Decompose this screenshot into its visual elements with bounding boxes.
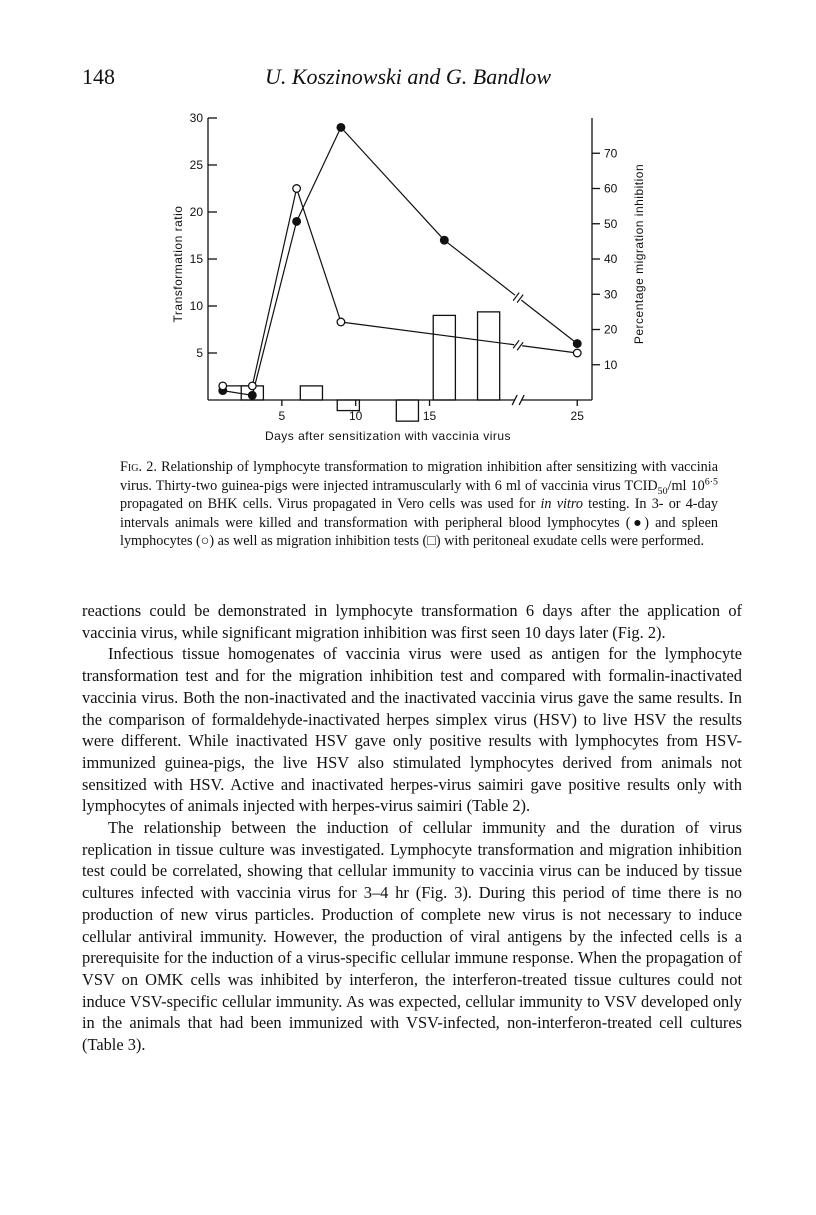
y-left-tick-label: 5	[196, 346, 203, 360]
series-segment	[341, 322, 514, 345]
x-tick-label: 25	[570, 409, 584, 423]
series-segment	[522, 346, 577, 353]
series-segment	[297, 189, 341, 322]
series-segment	[444, 240, 515, 295]
open-circle-marker	[573, 349, 581, 357]
caption-italic: in vitro	[540, 496, 583, 513]
y-axis-right-label: Percentage migration inhibition	[632, 163, 646, 345]
x-axis-label: Days after sensitization with vaccinia virus	[264, 429, 512, 443]
x-tick-label: 10	[349, 409, 363, 423]
caption-text-4: testing. In 3- or 4-day intervals animals were killed and transformation with peripheral blood lymphocytes (●) and spleen lymphocytes (○) as well as migration inhibition tests (□) with peritoneal exudate cells were performed.	[120, 496, 718, 550]
body-text	[82, 600, 742, 1056]
caption-text-2: /ml 10	[667, 477, 705, 494]
paragraph: Infectious tissue homogenates of vaccinia virus were used as antigen for the lymphocyte transformation test and for the migration inhibition test and compared with formalin-inactivated vaccinia virus. Both the non-inactivated and the inactivated vaccinia virus gave the same results. In the comparison of formaldehyde-inactivated herpes simplex virus (HSV) to live HSV the results were different. While inactivated HSV gave only positive results with lymphocytes from HSV-immunized guinea-pigs, the live HSV also stimulated lymphocytes derived from animals not sensitized with HSV. Active and inactivated herpes-virus saimiri gave positive results only with lymphocytes of animals injected with herpes-virus saimiri (Table 2).	[82, 644, 742, 816]
x-tick-label: 15	[422, 409, 437, 423]
filled-circle-marker	[249, 392, 257, 400]
y-right-tick-label: 40	[604, 252, 618, 266]
y-right-tick-label: 10	[604, 357, 618, 372]
y-left-tick-label: 15	[189, 252, 203, 266]
y-right-tick-label: 70	[604, 146, 618, 161]
series-segment	[341, 127, 444, 240]
series-segment	[252, 221, 296, 395]
caption-sup: 6·5	[704, 475, 718, 487]
caption-text-3: propagated on BHK cells. Virus propagated in Vero cells was used for	[120, 496, 541, 513]
figure-2-chart	[160, 104, 660, 449]
open-circle-marker	[219, 382, 227, 390]
series-segment	[521, 300, 577, 343]
migration-bars	[241, 312, 499, 421]
paragraph: The relationship between the induction of cellular immunity and the duration of virus replication in tissue culture was investigated. Lymphocyte transformation and migration inhibition test could be correlated, showing that cellular immunity to vaccinia virus can be induced by tissue cultures infected with vaccinia virus for 3–4 hr (Fig. 3). During this period of time there is no production of new virus particles. Production of complete new virus is not necessary to induce cellular antiviral immunity. However, the production of viral antigens by the infected cells is a prerequisite for the induction of a virus-specific cellular immune response. When the propagation of VSV on OMK cells was inhibited by interferon, the interferon-treated tissue cultures could not induce VSV-specific cellular immunity. As was expected, cellular immunity to VSV developed only in the animals that had been immunized with VSV-infected, non-interferon-treated cell cultures (Table 3).	[82, 818, 742, 1055]
filled-circle-marker	[441, 236, 449, 244]
tick-labels	[190, 111, 618, 423]
running-head-authors: U. Koszinowski and G. Bandlow	[264, 64, 552, 89]
migration-bar	[478, 312, 500, 400]
y-left-tick-label: 25	[189, 158, 203, 172]
y-right-tick-label: 20	[604, 322, 618, 337]
y-right-tick-label: 60	[604, 181, 618, 196]
open-circle-marker	[249, 382, 257, 390]
filled-circle-marker	[293, 218, 301, 226]
filled-circle-marker	[573, 340, 581, 348]
caption-sub: 50	[657, 485, 668, 497]
y-axis-left-label: Transformation ratio	[171, 205, 185, 323]
migration-bar	[300, 386, 322, 400]
chart-axes	[208, 118, 600, 406]
y-right-tick-label: 50	[604, 216, 618, 231]
caption-text-1: Relationship of lymphocyte transformation to migration inhibition after sensitizing with vaccinia virus. Thirty-two guinea-pigs were injected intramuscularly with 6 ml of vaccinia virus TCID	[120, 459, 719, 494]
paragraph: reactions could be demonstrated in lymphocyte transformation 6 days after the application of vaccinia virus, while significant migration inhibition was first seen 10 days later (Fig. 2).	[82, 601, 742, 642]
series-markers	[219, 124, 581, 400]
figure-caption	[120, 458, 718, 551]
series-segment	[252, 189, 296, 386]
y-left-tick-label: 30	[189, 111, 203, 125]
y-left-tick-label: 10	[189, 299, 203, 313]
filled-circle-marker	[337, 124, 345, 132]
migration-bar	[396, 400, 418, 421]
y-right-tick-label: 30	[604, 287, 618, 302]
migration-bar	[433, 315, 455, 400]
open-circle-marker	[293, 185, 301, 193]
y-left-tick-label: 20	[189, 205, 203, 219]
caption-label: Fig. 2.	[120, 459, 157, 475]
series-segment	[223, 391, 253, 396]
x-tick-label: 5	[278, 409, 286, 423]
open-circle-marker	[337, 318, 345, 326]
series-lines	[223, 127, 577, 395]
page-number: 148	[82, 64, 115, 89]
